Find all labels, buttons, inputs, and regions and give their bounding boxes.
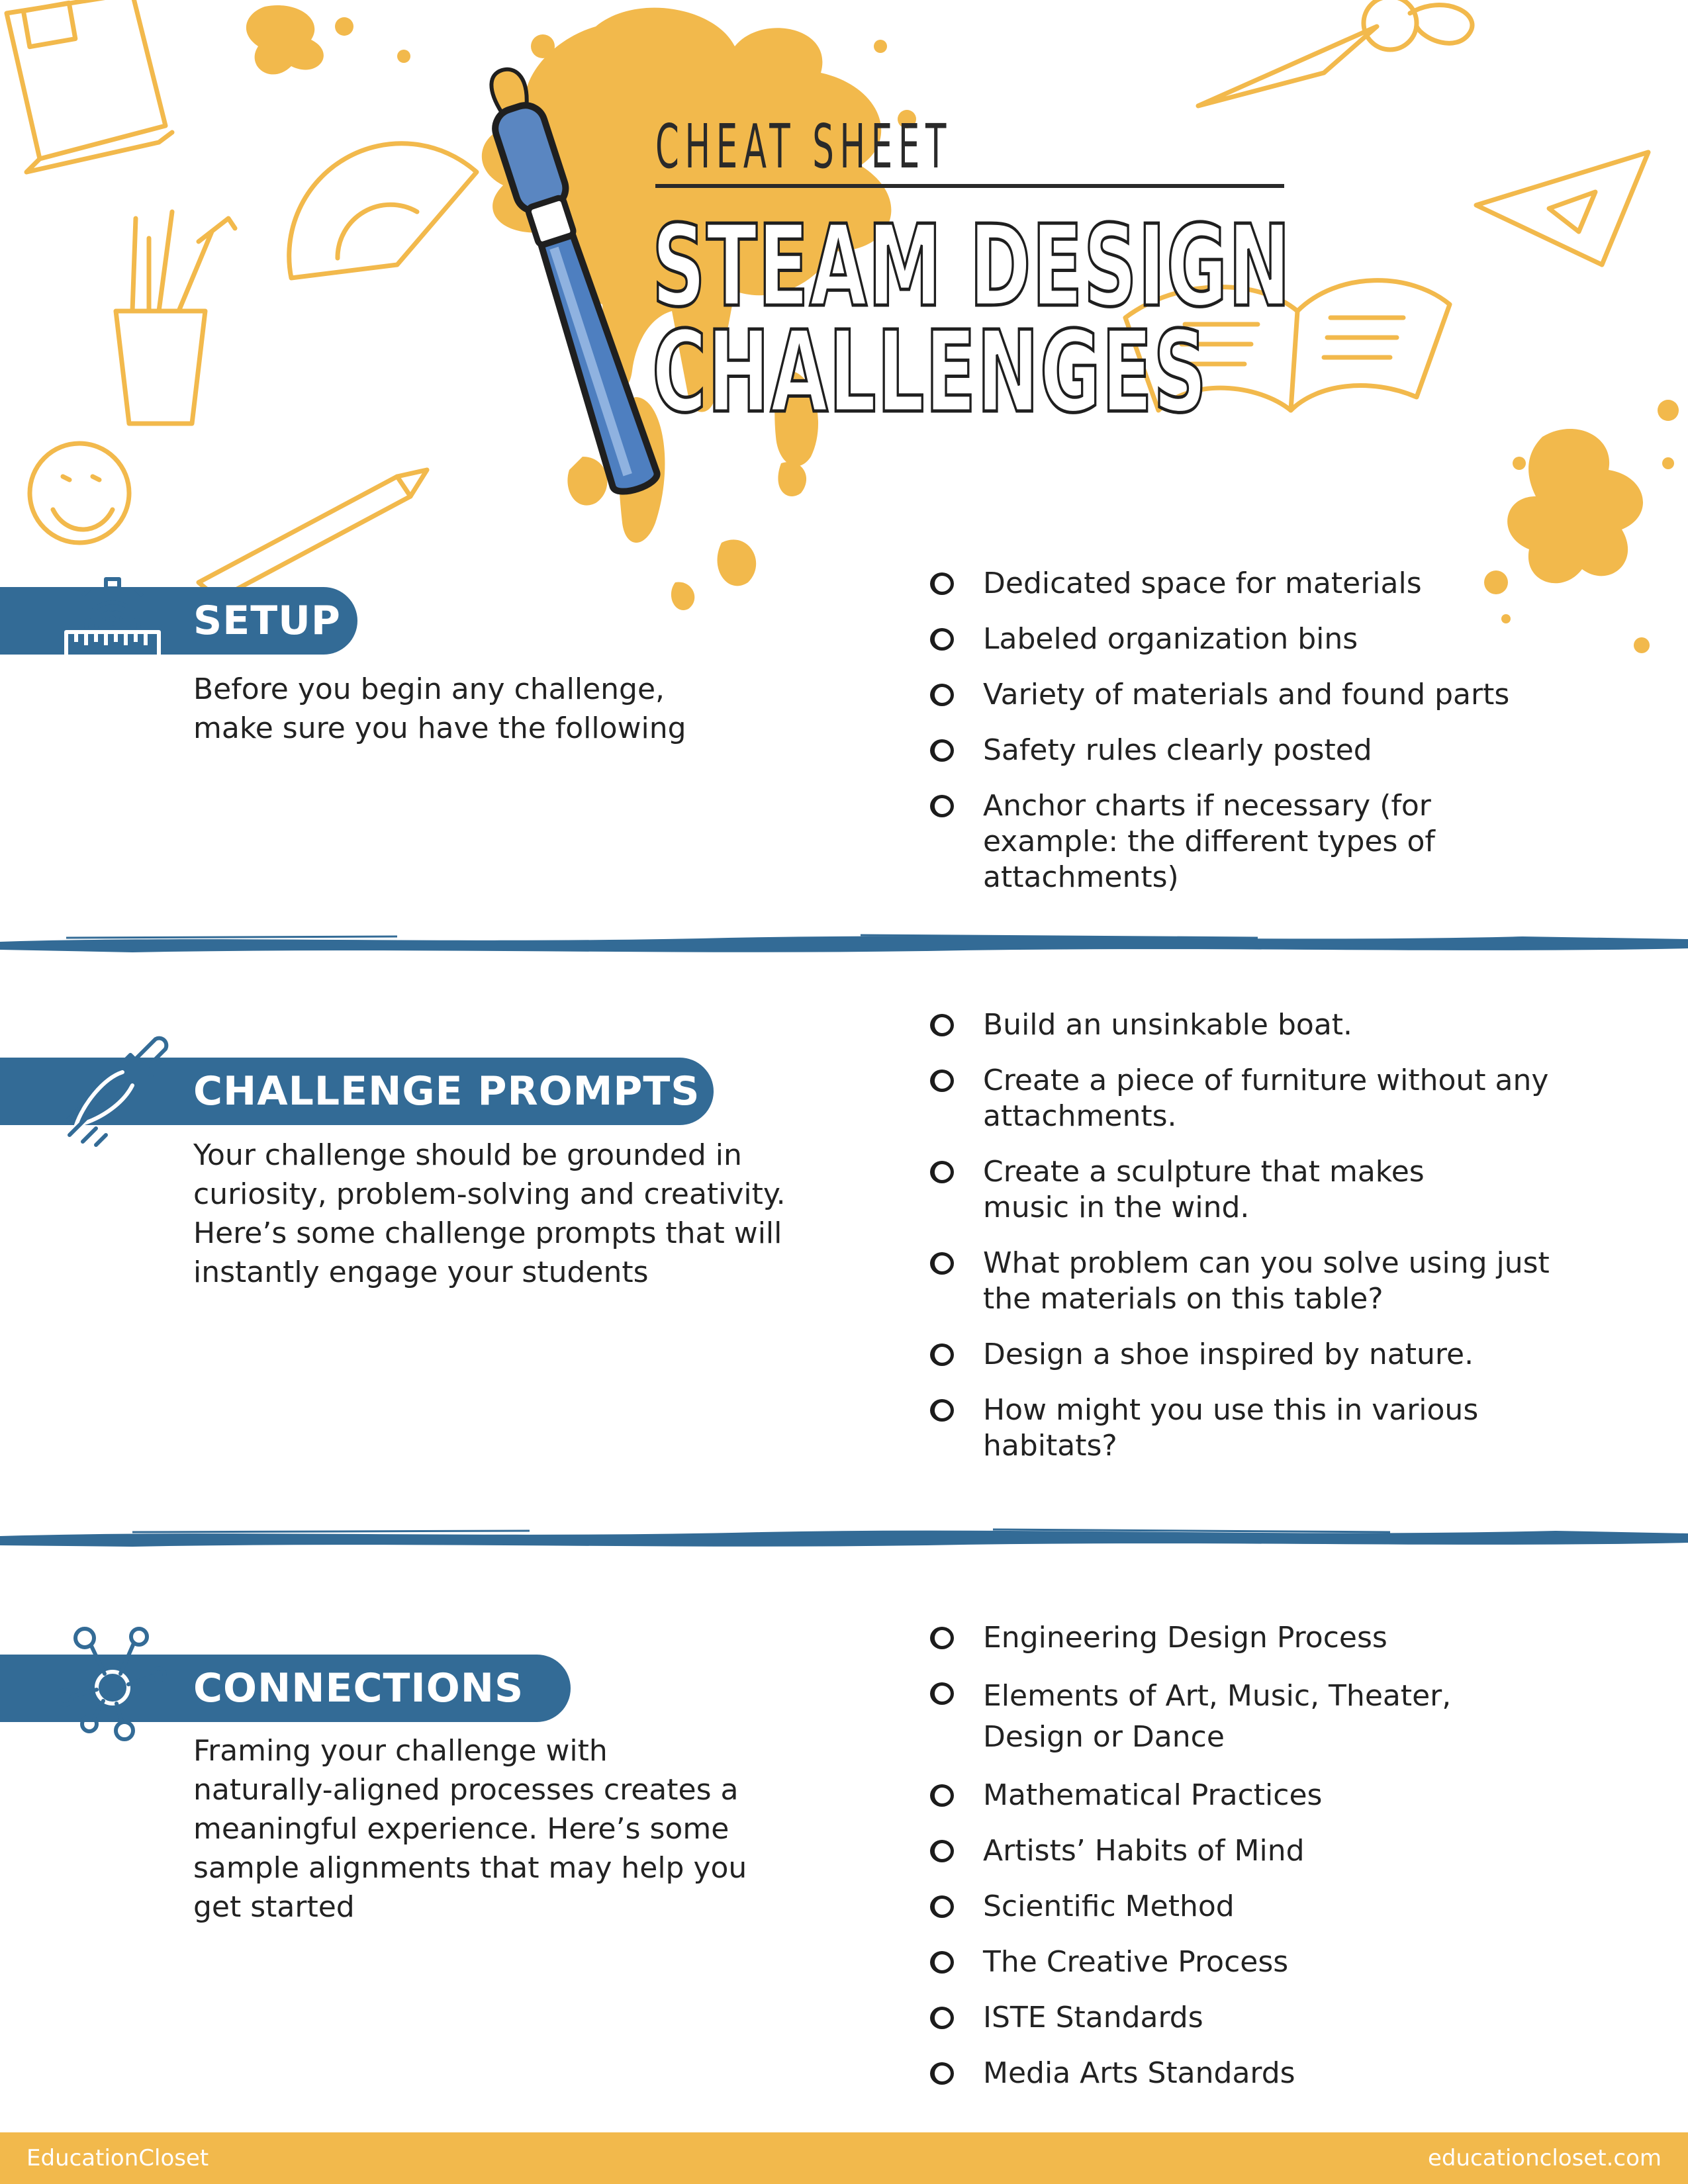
circle-bullet-icon: [930, 684, 954, 706]
list-item-text: Build an unsinkable boat.: [983, 1008, 1353, 1042]
gear-ruler-icon: [60, 566, 165, 665]
list-item-text: Anchor charts if necessary (for example: the different types of attachments): [983, 789, 1435, 894]
list-item: [923, 1833, 1652, 1869]
list-item: [923, 2056, 1652, 2091]
list-item-text: Mathematical Practices: [983, 1778, 1323, 1812]
circle-bullet-icon: [930, 1840, 954, 1862]
list-item: [923, 1246, 1552, 1317]
title-rule: [655, 184, 1284, 188]
circle-bullet-icon: [930, 1951, 954, 1974]
footer-brand: EducationCloset: [26, 2145, 209, 2171]
list-item: [923, 1889, 1652, 1925]
list-item-text: Dedicated space for materials: [983, 567, 1422, 600]
list-item: [923, 1337, 1652, 1373]
footer-bar: [0, 2132, 1688, 2184]
list-item: [923, 621, 1652, 657]
prompts-list: [923, 1007, 1652, 1464]
setup-heading: SETUP: [193, 598, 341, 644]
kicker-text: CHEAT SHEET: [655, 111, 952, 182]
circle-bullet-icon: [930, 739, 954, 762]
circle-bullet-icon: [930, 1069, 954, 1092]
list-item-text: The Creative Process: [983, 1945, 1289, 1979]
list-item: [923, 1944, 1652, 1980]
circle-bullet-icon: [930, 1784, 954, 1807]
list-item: [923, 1676, 1526, 1758]
list-item: [923, 733, 1652, 768]
connections-list: [923, 1620, 1652, 2091]
network-icon: [53, 1625, 172, 1744]
page-title-line2-text: CHALLENGES: [652, 307, 1208, 438]
list-item-text: Engineering Design Process: [983, 1621, 1387, 1655]
paintbrush-icon: [56, 1032, 175, 1152]
list-item: [923, 677, 1652, 713]
circle-bullet-icon: [930, 1627, 954, 1649]
footer-url: educationcloset.com: [1427, 2145, 1662, 2171]
list-item-text: Labeled organization bins: [983, 622, 1358, 656]
connections-description: Framing your challenge with naturally-aligned processes creates a meaningful experience. Here’s some sample alignments that may help you get started: [193, 1734, 747, 1924]
circle-bullet-icon: [930, 795, 954, 817]
circle-bullet-icon: [930, 1252, 954, 1275]
page-title-line1-text: STEAM DESIGN: [652, 201, 1291, 332]
list-item: [923, 788, 1446, 895]
list-item-text: What problem can you solve using just the materials on this table?: [983, 1246, 1550, 1316]
list-item: [923, 1063, 1552, 1134]
brush-divider: [0, 930, 1688, 956]
circle-bullet-icon: [930, 1161, 954, 1183]
list-item-text: Safety rules clearly posted: [983, 733, 1372, 767]
list-item-text: How might you use this in various habitats?: [983, 1393, 1479, 1463]
setup-description: Before you begin any challenge, make sure you have the following: [193, 672, 686, 745]
circle-bullet-icon: [930, 2007, 954, 2029]
list-item-text: Media Arts Standards: [983, 2056, 1295, 2090]
list-item-text: Elements of Art, Music, Theater, Design or Dance: [983, 1679, 1452, 1754]
circle-bullet-icon: [930, 628, 954, 651]
circle-bullet-icon: [930, 1895, 954, 1918]
list-item-text: Variety of materials and found parts: [983, 678, 1510, 711]
list-item: [923, 2000, 1652, 2036]
setup-list: [923, 566, 1652, 895]
setup-banner: [0, 587, 357, 655]
circle-bullet-icon: [930, 1343, 954, 1366]
list-item-text: Design a shoe inspired by nature.: [983, 1338, 1474, 1371]
circle-bullet-icon: [930, 1014, 954, 1036]
list-item-text: Create a piece of furniture without any attachments.: [983, 1064, 1549, 1133]
list-item-text: Scientific Method: [983, 1889, 1235, 1923]
prompts-heading: CHALLENGE PROMPTS: [193, 1068, 700, 1115]
list-item: [923, 1007, 1652, 1043]
list-item-text: Artists’ Habits of Mind: [983, 1834, 1305, 1868]
list-item: [923, 1154, 1486, 1226]
connections-heading: CONNECTIONS: [193, 1665, 524, 1711]
prompts-description: Your challenge should be grounded in curiosity, problem-solving and creativity. Here’s some challenge prompts that will instantly engage your students: [193, 1138, 786, 1289]
circle-bullet-icon: [930, 572, 954, 595]
list-item-text: Create a sculpture that makes music in the wind.: [983, 1155, 1425, 1224]
page-title-line1: [652, 201, 1291, 332]
list-item-text: ISTE Standards: [983, 2001, 1203, 2034]
circle-bullet-icon: [930, 1682, 954, 1705]
brush-divider: [0, 1525, 1688, 1552]
list-item: [923, 1392, 1526, 1464]
list-item: [923, 566, 1652, 602]
list-item: [923, 1620, 1652, 1656]
circle-bullet-icon: [930, 2062, 954, 2085]
list-item: [923, 1778, 1652, 1813]
page-title-line2: [652, 307, 1208, 438]
circle-bullet-icon: [930, 1399, 954, 1422]
